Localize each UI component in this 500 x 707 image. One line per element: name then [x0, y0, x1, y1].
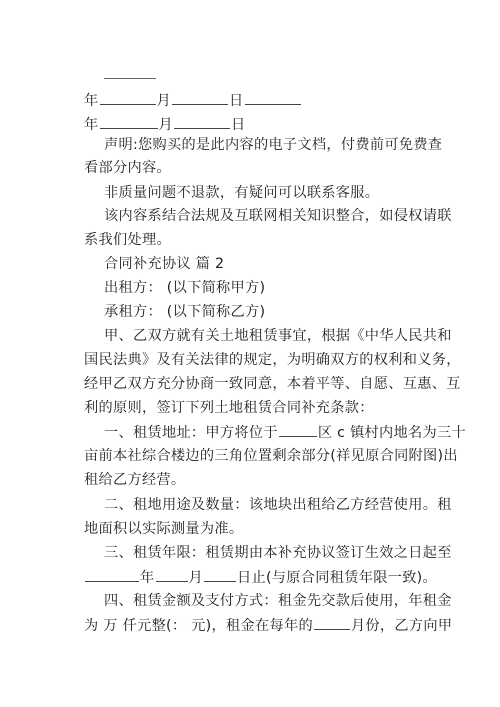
clause1-line: 亩前本社综合楼边的三角位置剩余部分(祥见原合同附图)出 — [84, 448, 458, 464]
month-label: 月 — [158, 117, 173, 133]
disclaimer-line: 看部分内容。 — [84, 160, 171, 176]
day-label: 日 — [229, 93, 244, 109]
intro-line: 利的原则，签订下列土地租赁合同补充条款： — [84, 400, 374, 416]
intro-line: 国民法典》及有关法律的规定，为明确双方的权利和义务， — [84, 352, 461, 368]
clause3-line: 年 月 日止(与原合同租赁年限一致)。 — [84, 567, 437, 588]
date-line-1 — [84, 90, 302, 111]
year-label: 年 — [84, 93, 99, 109]
year-blank — [100, 114, 158, 129]
end-day-blank — [204, 567, 236, 582]
clause2-line: 地面积以实际测量为准。 — [84, 521, 244, 537]
clause1-line: 一、租赁地址：甲方将位于 区 c 镇村内地名为三十 — [104, 422, 466, 443]
month-blank — [174, 114, 230, 129]
disclaimer-line: 系我们处理。 — [84, 232, 171, 248]
clause3-line: 三、租赁年限：租赁期由本补充协议签订生效之日起至 — [104, 545, 452, 561]
year-blank — [100, 90, 156, 105]
end-year-blank — [85, 567, 139, 582]
month-blank — [172, 90, 228, 105]
day-label: 日 — [231, 117, 246, 133]
signature-underline — [104, 78, 156, 79]
disclaimer-line: 非质量问题不退款，有疑问可以联系客服。 — [104, 185, 380, 201]
clause4-line: 四、租赁金额及支付方式：租金先交款后使用，年租金 — [104, 593, 452, 609]
day-blank — [245, 90, 301, 105]
date-line-2 — [84, 114, 246, 135]
end-month-blank — [156, 567, 188, 582]
payment-month-blank — [314, 615, 350, 630]
disclaimer-line: 声明:您购买的是此内容的电子文档，付费前可免费查 — [104, 137, 443, 153]
section-title: 合同补充协议 篇 2 — [104, 256, 225, 272]
month-label: 月 — [156, 93, 171, 109]
clause4-line: 为 万 仟元整(： 元)，租金在每年的 月份，乙方向甲 — [84, 615, 452, 636]
clause2-line: 二、租地用途及数量：该地块出租给乙方经营使用。租 — [104, 497, 452, 513]
intro-line: 甲、乙双方就有关土地租赁事宜，根据《中华人民共和 — [104, 328, 452, 344]
disclaimer-line: 该内容系结合法规及互联网相关知识整合，如侵权请联 — [104, 208, 452, 224]
year-label: 年 — [84, 117, 99, 133]
location-blank — [279, 422, 317, 437]
intro-line: 经甲乙双方充分协商一致同意，本着平等、自愿、互惠、互 — [84, 376, 461, 392]
lessee-line: 承租方： (以下简称乙方) — [104, 304, 266, 320]
lessor-line: 出租方： (以下简称甲方) — [104, 280, 266, 296]
clause1-line: 租给乙方经营。 — [84, 472, 186, 488]
